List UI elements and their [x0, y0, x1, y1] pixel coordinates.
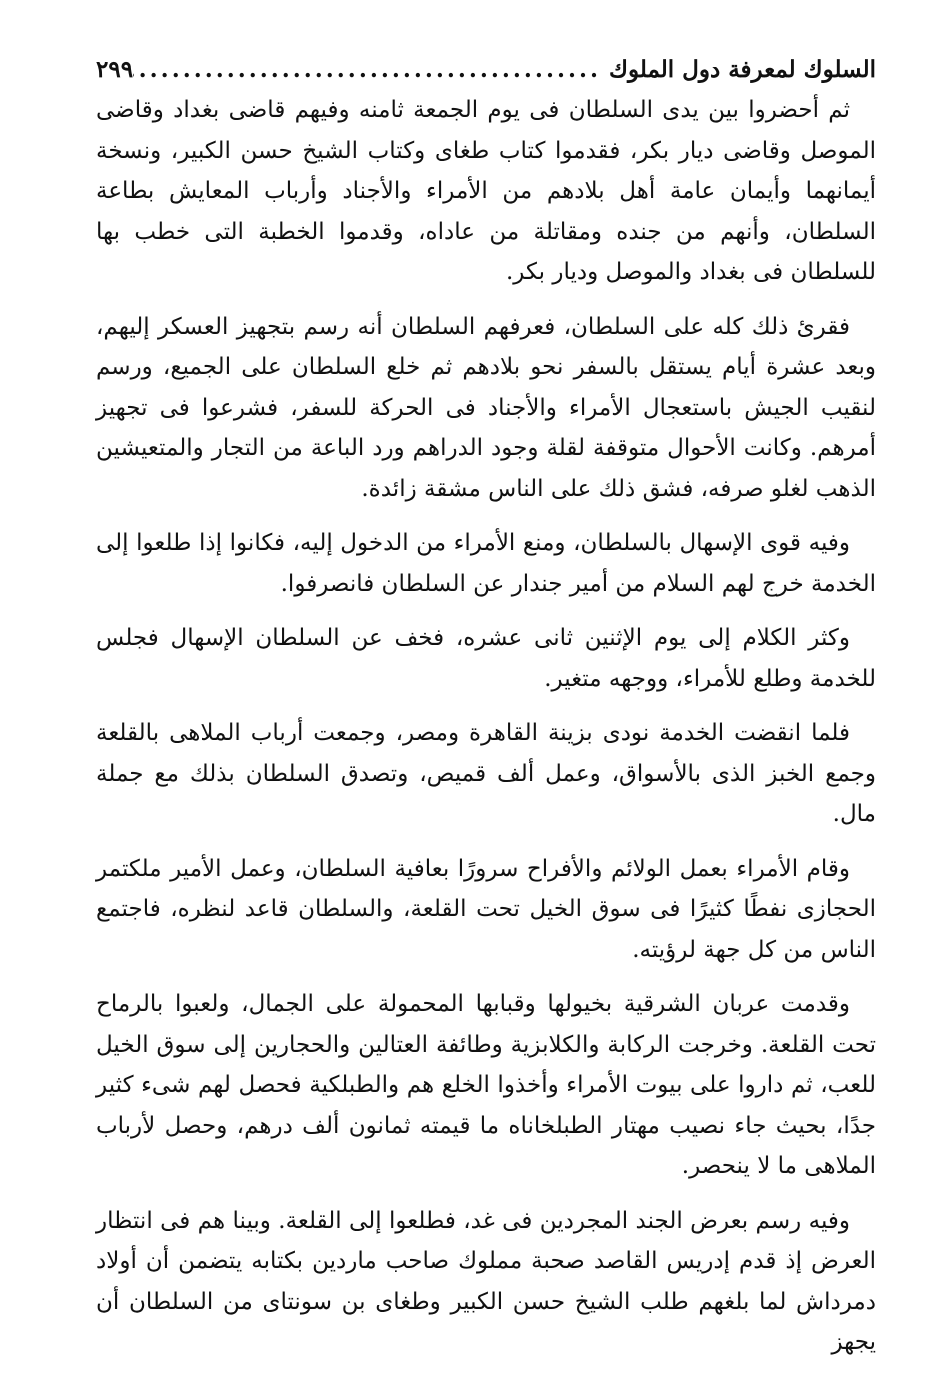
paragraph: وكثر الكلام إلى يوم الإثنين ثانى عشره، فخف عن السلطان الإسهال فجلس للخدمة وطلع للأمراء، ووجهه متغير.: [96, 625, 876, 692]
paragraph: ثم أحضروا بين يدى السلطان فى يوم الجمعة ثامنه وفيهم قاضى بغداد وقاضى الموصل وقاضى ديار بكر، فقدموا كتاب طغاى وكتاب الشيخ حسن الكبير، ونسخة أيمانهما وأيمان عامة أهل بلادهم من الأمراء والأجناد وأرباب المعايش بطاعة السلطان، وأنهم من جنده ومقاتلة من عاداه، وقدموا الخطبة التى خطب بها للسلطان فى بغداد والموصل وديار بكر.: [96, 97, 876, 285]
leader-dots: [133, 50, 609, 90]
paragraph: فقرئ ذلك كله على السلطان، فعرفهم السلطان أنه رسم بتجهيز العسكر إليهم، وبعد عشرة أيام يستقل بالسفر نحو بلادهم ثم خلع السلطان على الجميع، ورسم لنقيب الجيش باستعجال الأمراء والأجناد فى الحركة للسفر، فشرعوا فى تجهيز أمرهم. وكانت الأحوال متوقفة لقلة وجود الدراهم ورد الباعة من التجار والمتعيشين الذهب لغلو صرفه، فشق ذلك على الناس مشقة زائدة.: [96, 313, 876, 502]
paragraph: وفيه رسم بعرض الجند المجردين فى غد، فطلعوا إلى القلعة. وبينا هم فى انتظار العرض إذ قدم إدريس القاصد صحبة مملوك صاحب ماردين بكتابه يتضمن أن أولاد دمرداش لما بلغهم طلب الشيخ حسن الكبير وطغاى بن سونتاى من السلطان أن يجهز: [96, 1207, 876, 1355]
paragraph: وقدمت عربان الشرقية بخيولها وقبابها المحمولة على الجمال، ولعبوا بالرماح تحت القلعة. وخرجت الركابة والكلابزية وطائفة العتالين والحجارين إلى سوق الخيل للعب، ثم داروا على بيوت الأمراء وأخذوا الخلع هم والطبلكية فحصل لهم شىء كثير جدًا، بحيث جاء نصيب مهتار الطبلخاناه ما قيمته ثمانون ألف درهم، وحصل لأرباب الملاهى ما لا ينحصر.: [96, 991, 876, 1179]
paragraph: وفيه قوى الإسهال بالسلطان، ومنع الأمراء من الدخول إليه، فكانوا إذا طلعوا إلى الخدمة خرج لهم السلام من أمير جندار عن السلطان فانصرفوا.: [96, 530, 876, 597]
page-number: ٢٩٩: [96, 56, 134, 83]
running-header: [96, 50, 876, 90]
body-text: [96, 90, 876, 1363]
paragraph: فلما انقضت الخدمة نودى بزينة القاهرة ومصر، وجمعت أرباب الملاهى بالقلعة وجمع الخبز الذى بالأسواق، وعمل ألف قميص، وتصدق السلطان بذلك مع جملة مال.: [96, 720, 876, 827]
book-title: السلوك لمعرفة دول الملوك: [608, 56, 876, 83]
paragraph: وقام الأمراء بعمل الولائم والأفراح سرورًا بعافية السلطان، وعمل الأمير ملكتمر الحجازى نفطًا كثيرًا فى سوق الخيل تحت القلعة، والسلطان قاعد لنظره، فاجتمع الناس من كل جهة لرؤيته.: [96, 855, 876, 963]
